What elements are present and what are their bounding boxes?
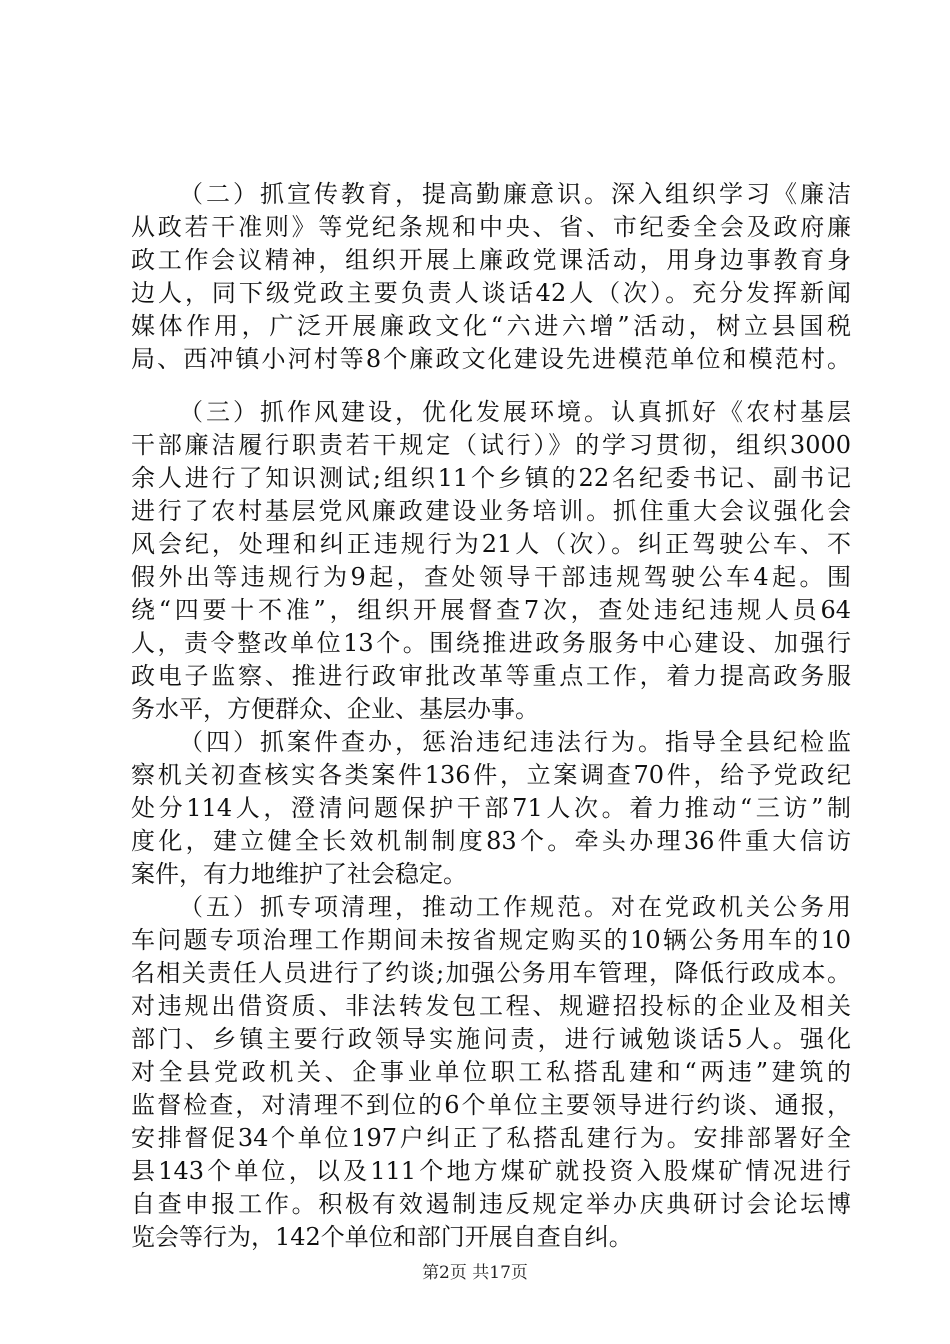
- text-line: （四）抓案件查办，惩治违纪违法行为。指导全县纪检监: [179, 728, 851, 756]
- text-line: （五）抓专项清理，推动工作规范。对在党政机关公务用: [179, 893, 851, 921]
- text-line: 览会等行为，142个单位和部门开展自查自纠。: [131, 1223, 633, 1251]
- text-line: 进行了农村基层党风廉政建设业务培训。抓住重大会议强化会: [131, 497, 851, 525]
- text-line: 对违规出借资质、非法转发包工程、规避招投标的企业及相关: [131, 992, 851, 1020]
- text-line: 人，责令整改单位13个。围绕推进政务服务中心建设、加强行: [131, 629, 851, 657]
- text-line: （三）抓作风建设，优化发展环境。认真抓好《农村基层: [179, 398, 851, 426]
- text-line: 监督检查，对清理不到位的6个单位主要领导进行约谈、通报，: [131, 1091, 851, 1119]
- text-line: 政电子监察、推进行政审批改革等重点工作，着力提高政务服: [131, 662, 851, 690]
- text-line: 自查申报工作。积极有效遏制违反规定举办庆典研讨会论坛博: [131, 1190, 851, 1218]
- text-line: 干部廉洁履行职责若干规定（试行）》的学习贯彻，组织3000: [131, 431, 851, 459]
- text-line: 部门、乡镇主要行政领导实施问责，进行诫勉谈话5人。强化: [131, 1025, 851, 1053]
- text-line: 度化，建立健全长效机制制度83个。牵头办理36件重大信访: [131, 827, 851, 855]
- text-line: 从政若干准则》等党纪条规和中央、省、市纪委全会及政府廉: [131, 213, 851, 241]
- text-line: 名相关责任人员进行了约谈;加强公务用车管理，降低行政成本。: [131, 959, 851, 987]
- text-line: 车问题专项治理工作期间未按省规定购买的10辆公务用车的10: [131, 926, 851, 954]
- text-line: 案件，有力地维护了社会稳定。: [131, 860, 467, 888]
- text-line: 媒体作用，广泛开展廉政文化“六进六增”活动，树立县国税: [131, 312, 851, 340]
- text-line: 对全县党政机关、企事业单位职工私搭乱建和“两违”建筑的: [131, 1058, 851, 1086]
- text-line: 边人，同下级党政主要负责人谈话42人（次）。充分发挥新闻: [131, 279, 851, 307]
- text-line: 务水平，方便群众、企业、基层办事。: [131, 695, 539, 723]
- text-line: 县143个单位，以及111个地方煤矿就投资入股煤矿情况进行: [131, 1157, 851, 1185]
- text-line: 安排督促34个单位197户纠正了私搭乱建行为。安排部署好全: [131, 1124, 851, 1152]
- text-line: 余人进行了知识测试;组织11个乡镇的22名纪委书记、副书记: [131, 464, 851, 492]
- text-line: 假外出等违规行为9起，查处领导干部违规驾驶公车4起。围: [131, 563, 851, 591]
- text-line: 局、西冲镇小河村等8个廉政文化建设先进模范单位和模范村。: [131, 345, 851, 373]
- text-line: （二）抓宣传教育，提高勤廉意识。深入组织学习《廉洁: [179, 180, 851, 208]
- page-number-footer: 第2页 共17页: [422, 1263, 528, 1283]
- text-line: 风会纪，处理和纠正违规行为21人（次）。纠正驾驶公车、不: [131, 530, 851, 558]
- text-line: 绕“四要十不准”，组织开展督查7次，查处违纪违规人员64: [131, 596, 851, 624]
- text-line: 政工作会议精神，组织开展上廉政党课活动，用身边事教育身: [131, 246, 851, 274]
- text-line: 处分114人，澄清问题保护干部71人次。着力推动“三访”制: [131, 794, 851, 822]
- text-line: 察机关初查核实各类案件136件，立案调查70件，给予党政纪: [131, 761, 851, 789]
